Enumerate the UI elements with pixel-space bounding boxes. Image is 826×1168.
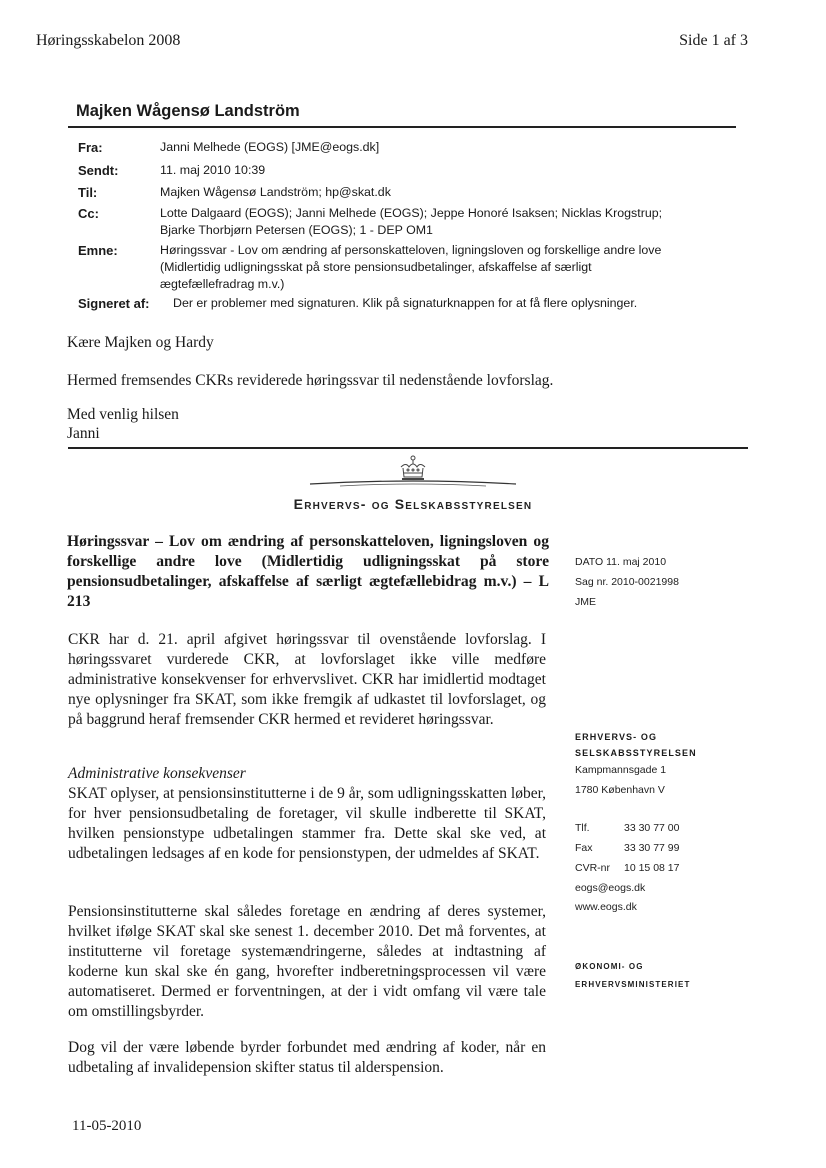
email-signoff: Janni	[67, 425, 100, 442]
body-rule	[68, 447, 748, 449]
footer-date: 11-05-2010	[72, 1118, 142, 1134]
from-value: Janni Melhede (EOGS) [JME@eogs.dk]	[160, 140, 380, 154]
sidebar-address-1: Kampmannsgade 1	[575, 764, 667, 776]
paragraph-ongoing: Dog vil der være løbende byrder forbundet med ændring af koder, når en udbetaling af invalidepension skifter status til alderspension.	[68, 1039, 546, 1076]
sidebar-ministry-line-2: ERHVERVSMINISTERIET	[575, 980, 691, 989]
sidebar-org-line-1: ERHVERVS- OG	[575, 732, 658, 742]
email-body: Hermed fremsendes CKRs reviderede høringssvar til nedenstående lovforslag.	[67, 372, 554, 389]
case-initials: JME	[575, 596, 596, 608]
case-number: Sag nr. 2010-0021998	[575, 576, 679, 588]
subject-value: Høringssvar - Lov om ændring af personskatteloven, ligningsloven og forskellige andre love (Midlertidig udligningsskat på store pensionsudbetalinger, afskaffelse af særligt ægtefællefradrag m.v.)	[160, 243, 662, 291]
sidebar-fax-label: Fax	[575, 842, 593, 854]
email-owner-name: Majken Wågensø Landström	[76, 102, 300, 120]
letter-title: Høringssvar – Lov om ændring af personskatteloven, ligningsloven og forskellige andre love (Midlertidig udligningsskat på store pensionsudbetalinger, afskaffelse af særligt ægtefællebidrag m.v.) – L 213	[67, 533, 549, 610]
sidebar-web: www.eogs.dk	[575, 901, 637, 913]
email-closing: Med venlig hilsen	[67, 406, 179, 423]
cc-label: Cc:	[78, 206, 99, 221]
cc-value: Lotte Dalgaard (EOGS); Janni Melhede (EOGS); Jeppe Honoré Isaksen; Nicklas Krogstrup; Bjarke Thorbjørn Petersen (EOGS); 1 - DEP OM1	[160, 206, 663, 237]
sidebar-org-line-2: SELSKABSSTYRELSEN	[575, 748, 697, 758]
paragraph-systems: Pensionsinstitutterne skal således foretage en ændring af deres systemer, hvilket ifølge SKAT skal ske senest 1. december 2010. Det må forventes, at institutterne vil foretage systemændringerne, således at indtastning af koderne kun skal ske én gang, hvorefter indberetningsprocessen vil være automatiseret. Dermed er forventningen, at der i vidt omfang vil være tale om omstillingsbyrder.	[68, 903, 546, 1020]
sidebar-cvr-label: CVR-nr	[575, 862, 611, 874]
header-rule	[68, 126, 736, 128]
to-label: Til:	[78, 185, 98, 200]
sidebar-ministry-line-1: ØKONOMI- OG	[575, 962, 644, 971]
subject-label: Emne:	[78, 243, 118, 258]
sidebar-fax: 33 30 77 99	[624, 842, 680, 854]
sent-label: Sendt:	[78, 163, 119, 178]
ministry-name: Erhvervs- og Selskabsstyrelsen	[293, 496, 533, 512]
sidebar-email: eogs@eogs.dk	[575, 882, 646, 894]
section-heading: Administrative konsekvenser	[68, 765, 246, 782]
sent-value: 11. maj 2010 10:39	[160, 163, 266, 177]
page-header-title: Høringsskabelon 2008	[36, 32, 181, 49]
letter-date: DATO 11. maj 2010	[575, 556, 667, 568]
sidebar-phone-label: Tlf.	[575, 822, 590, 834]
sidebar-cvr: 10 15 08 17	[624, 862, 680, 874]
from-label: Fra:	[78, 140, 103, 155]
sidebar-phone: 33 30 77 00	[624, 822, 680, 834]
signed-value: Der er problemer med signaturen. Klik på signaturknappen for at få flere oplysninger.	[173, 296, 638, 310]
email-greeting: Kære Majken og Hardy	[67, 334, 214, 351]
page-number: Side 1 af 3	[679, 32, 748, 49]
crown-logo-icon	[300, 453, 526, 491]
signed-label: Signeret af:	[78, 296, 150, 311]
to-value: Majken Wågensø Landström; hp@skat.dk	[160, 185, 391, 199]
paragraph-skat: SKAT oplyser, at pensionsinstitutterne i de 9 år, som udligningsskatten løber, for hver pensionsudbetaling de foretager, vil skulle indberette til SKAT, hvilken pensionstype udbetalingen stammer fra. Dette skal ske ved, at udbetalingen ledsages af en kode for pensionstypen, der udmeldes af SKAT.	[68, 785, 546, 862]
sidebar-address-2: 1780 København V	[575, 784, 665, 796]
paragraph-intro: CKR har d. 21. april afgivet høringssvar til ovenstående lovforslag. I høringssvaret vurderede CKR, at lovforslaget ikke ville medføre administrative konsekvenser for erhvervslivet. CKR har imidlertid modtaget nye oplysninger fra SKAT, som ikke fremgik af udkastet til lovforslaget, og på baggrund heraf fremsender CKR hermed et revideret høringssvar.	[68, 631, 546, 728]
